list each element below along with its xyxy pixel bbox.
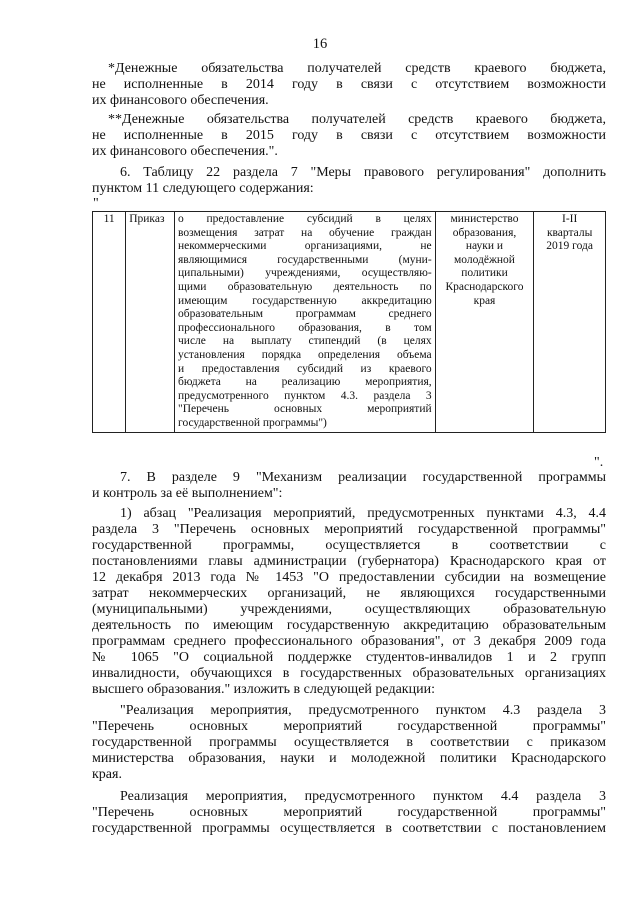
- footnote-line: их финансового обеспечения.: [92, 93, 269, 108]
- description-line: предусмотренного пунктом 4.3. раздела 3: [178, 389, 432, 402]
- page-number: 16: [312, 36, 328, 52]
- footnote-line: **Денежные обязательства получателей средств краевого бюджета,: [108, 112, 606, 127]
- body-line: инвалидности, обучающихся в государственных образовательных организациях: [92, 666, 606, 681]
- executor-line: Краснодарского: [445, 280, 524, 293]
- description-line: ципальными) учреждениями, осуществляю-: [178, 267, 432, 280]
- body-line: государственной программы осуществляется в соответствии с приказом: [92, 735, 606, 750]
- description-line: и предоставления субсидий из краевого: [178, 362, 432, 375]
- executor-line: молодёжной: [453, 253, 515, 266]
- description-line: некоммерческими организациями, не: [178, 240, 432, 253]
- footnote-line: *Денежные обязательства получателей средств краевого бюджета,: [108, 61, 606, 76]
- document-type: Приказ: [126, 212, 175, 433]
- body-line: затрат некоммерческих организаций, не являющихся государственными: [92, 586, 606, 601]
- footnote-line: не исполненные в 2015 году в связи с отсутствием возможности: [92, 128, 606, 143]
- description-line: образовательным программам среднего: [178, 308, 432, 321]
- description-line: возмещения затрат на обучение граждан: [178, 226, 432, 239]
- open-quote: ": [93, 196, 99, 211]
- term-line: кварталы: [546, 226, 593, 239]
- responsible-executor: [435, 212, 534, 433]
- term-line: I-II: [561, 213, 578, 225]
- body-line: Реализация мероприятия, предусмотренного пунктом 4.4 раздела 3: [120, 789, 606, 804]
- description-line: о предоставление субсидий в целях: [178, 213, 432, 225]
- body-line: государственной программы осуществляется в соответствии с постановлением: [92, 821, 606, 836]
- body-line: (муниципальными) учреждениями, осуществляющих образовательную: [92, 602, 606, 617]
- description-line: имеющим государственную аккредитацию: [178, 294, 432, 307]
- description-line: являющимися государственными (муни-: [178, 253, 432, 266]
- body-line: деятельность по имеющим государственную аккредитацию образовательным: [92, 618, 606, 633]
- executor-line: образования,: [452, 226, 517, 239]
- table-row: [93, 212, 606, 433]
- description-line: щими образовательную деятельность по: [178, 280, 432, 293]
- legal-measures-table: [92, 211, 606, 433]
- body-line: "Реализация мероприятия, предусмотренного пунктом 4.3 раздела 3: [120, 703, 606, 718]
- row-number: 11: [93, 212, 126, 433]
- executor-line: министерство: [450, 213, 519, 225]
- section-6-line: пунктом 11 следующего содержания:: [92, 181, 314, 196]
- term-line: 2019 года: [546, 240, 593, 253]
- executor-line: политики: [461, 267, 508, 280]
- description-line: бюджета на реализацию мероприятия,: [178, 376, 432, 389]
- body-line: 12 декабря 2013 года № 1453 "О предоставлении субсидии на возмещение: [92, 570, 606, 585]
- body-line: министерства образования, науки и молодежной политики Краснодарского: [92, 751, 606, 766]
- description-line: "Перечень основных мероприятий: [178, 403, 432, 416]
- body-line: "Перечень основных мероприятий государственной программы": [92, 719, 606, 734]
- executor-line: края: [473, 294, 496, 307]
- footnote-line: их финансового обеспечения.".: [92, 144, 278, 159]
- body-line: № 1065 "О социальной поддержке студентов-инвалидов 1 и 2 групп: [92, 650, 606, 665]
- body-line: 1) абзац "Реализация мероприятий, предусмотренных пунктами 4.3, 4.4: [120, 506, 606, 521]
- description-line: установления порядка определения объема: [178, 348, 432, 361]
- executor-line: науки и: [465, 240, 504, 253]
- section-6-line: 6. Таблицу 22 раздела 7 "Меры правового регулирования" дополнить: [120, 165, 606, 180]
- body-line: "Перечень основных мероприятий государственной программы": [92, 805, 606, 820]
- body-line: края.: [92, 767, 122, 782]
- body-line: программам среднего профессионального образования", от 3 декабря 2009 года: [92, 634, 606, 649]
- body-line: постановлениями главы администрации (губернатора) Краснодарского края от: [92, 554, 606, 569]
- adoption-term: [534, 212, 606, 433]
- close-quote: ".: [594, 455, 604, 470]
- footnote-line: не исполненные в 2014 году в связи с отсутствием возможности: [92, 77, 606, 92]
- description-line: государственной программы"): [178, 416, 327, 429]
- body-line: 7. В разделе 9 "Механизм реализации государственной программы: [120, 470, 606, 485]
- document-description: [175, 212, 436, 433]
- description-line: числе на выплату стипендий (в целях: [178, 335, 432, 348]
- body-line: государственной программы, осуществляется в соответствии с: [92, 538, 606, 553]
- body-line: раздела 3 "Перечень основных мероприятий государственной программы": [92, 522, 606, 537]
- description-line: профессионального образования, в том: [178, 321, 432, 334]
- body-line: высшего образования." изложить в следующей редакции:: [92, 682, 435, 697]
- body-line: и контроль за её выполнением":: [92, 486, 283, 501]
